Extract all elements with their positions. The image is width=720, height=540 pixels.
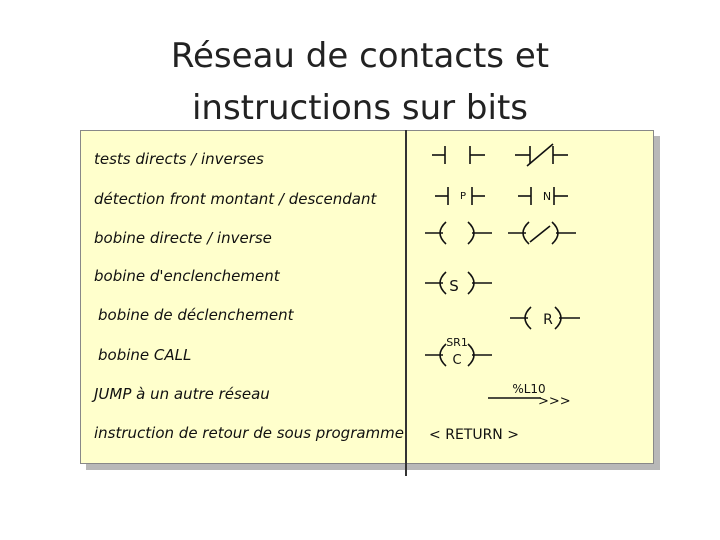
set-coil-letter: S (449, 277, 459, 295)
call-coil-letter: C (452, 353, 462, 368)
call-subroutine-name: SR1 (446, 336, 468, 349)
rising-edge-letter: P (459, 191, 467, 202)
row-label-edge-detection: détection front montant / descendant (94, 190, 377, 208)
normally-open-contact-icon (432, 146, 485, 164)
jump-label: %L10 (512, 382, 546, 396)
row-label-coil-direct-inverse: bobine directe / inverse (94, 229, 272, 247)
reset-coil-letter: R (543, 312, 553, 328)
inverse-coil-icon (508, 222, 576, 244)
normally-closed-contact-icon (515, 144, 568, 166)
falling-edge-letter: N (542, 190, 552, 203)
row-label-direct-inverse-tests: tests directs / inverses (94, 150, 264, 168)
row-label-set-coil: bobine d'enclenchement (94, 267, 280, 285)
row-label-reset-coil: bobine de déclenchement (98, 306, 294, 324)
title-line-2: instructions sur bits (191, 88, 529, 128)
row-label-jump: JUMP à un autre réseau (94, 385, 270, 403)
title-line-1: Réseau de contacts et (170, 36, 550, 76)
row-label-call-coil: bobine CALL (98, 346, 192, 364)
direct-coil-icon (425, 222, 492, 244)
row-label-return: instruction de retour de sous programme (94, 424, 405, 442)
jump-arrow: >>> (538, 394, 571, 409)
return-instruction: < RETURN > (429, 427, 519, 443)
